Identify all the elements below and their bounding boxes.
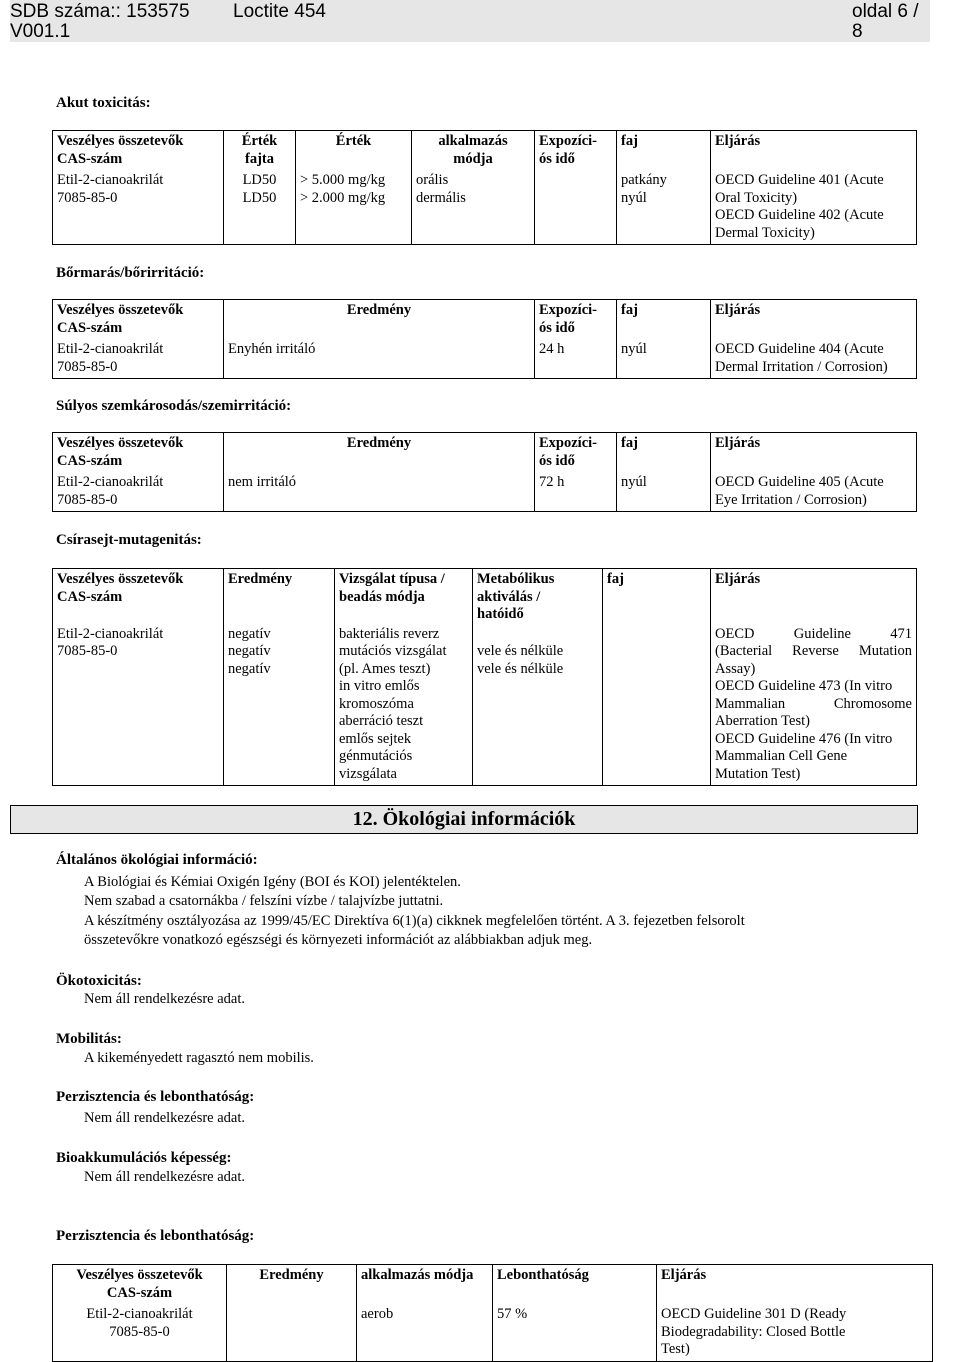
header-cell: Veszélyes összetevők <box>57 435 184 451</box>
header-cell: CAS-szám <box>106 1284 173 1301</box>
header-cell: ós idő <box>539 452 575 469</box>
activation: vele és nélküle <box>477 660 564 677</box>
header-cell: Eljárás <box>715 133 761 149</box>
result: nem irritáló <box>228 474 297 490</box>
product-name: Loctite 454 <box>233 1 326 22</box>
header-cell: CAS-szám <box>57 319 123 336</box>
exposure-time: 72 h <box>539 474 565 490</box>
header-cell: Expozíci- <box>539 133 597 149</box>
header-cell: Expozíci- <box>539 435 597 451</box>
table-row <box>53 1304 933 1361</box>
exposure-time: 24 h <box>539 341 565 357</box>
header-cell: aktiválás / <box>477 588 541 605</box>
header-cell: Veszélyes összetevők <box>57 133 184 149</box>
cas-number: 7085-85-0 <box>109 1323 170 1340</box>
table-row <box>53 472 917 512</box>
acute-table <box>52 130 917 245</box>
result: negatív <box>228 625 271 642</box>
header-cell: Eljárás <box>715 571 761 587</box>
eye-title: Súlyos szemkárosodás/szemirritáció: <box>56 398 292 414</box>
result: negatív <box>228 643 271 659</box>
method: OECD Guideline 405 (Acute <box>715 474 884 490</box>
value-type: LD50 <box>242 172 277 188</box>
header-cell: faj <box>621 302 638 318</box>
header-cell: Eredmény <box>346 435 412 451</box>
header-cell: Érték <box>241 133 278 149</box>
route: aerob <box>361 1306 394 1322</box>
header-cell: Vizsgálat típusa / <box>339 571 445 587</box>
test-type: in vitro emlős <box>339 678 420 694</box>
method: Dermal Irritation / Corrosion) <box>715 358 888 375</box>
header-cell: Expozíci- <box>539 302 597 318</box>
test-type: bakteriális reverz <box>339 625 440 642</box>
header-cell: faj <box>621 133 638 149</box>
test-type: vizsgálata <box>339 765 397 782</box>
method: Oral Toxicity) <box>715 189 798 206</box>
method: Mammalian Chromosome <box>715 695 912 712</box>
header-cell: ós idő <box>539 319 575 336</box>
method: OECD Guideline 301 D (Ready <box>661 1306 847 1322</box>
table-row <box>53 339 917 379</box>
value: > 2.000 mg/kg <box>300 189 386 206</box>
test-type: (pl. Ames teszt) <box>339 660 431 677</box>
table-row <box>53 626 917 786</box>
degradability-value: 57 % <box>497 1306 528 1322</box>
result: Enyhén irritáló <box>228 341 316 357</box>
table-header-row <box>53 569 917 626</box>
page-header <box>10 0 930 42</box>
header-cell: alkalmazás <box>438 133 508 149</box>
method: Test) <box>661 1341 690 1357</box>
persistence-table <box>52 1264 933 1362</box>
section-12-bar <box>10 805 918 834</box>
method: OECD Guideline 471 <box>715 625 912 642</box>
value-type: LD50 <box>242 189 277 206</box>
cas-number: 7085-85-0 <box>57 358 118 375</box>
mobility-text: A kikeményedett ragasztó nem mobilis. <box>84 1050 314 1066</box>
mobility-title: Mobilitás: <box>56 1031 122 1047</box>
persistence-title: Perzisztencia és lebonthatóság: <box>56 1089 255 1105</box>
header-cell: Lebonthatóság <box>497 1267 589 1283</box>
acute-title: Akut toxicitás: <box>56 95 151 111</box>
route: dermális <box>416 189 466 206</box>
general-title: Általános ökológiai információ: <box>56 852 258 868</box>
persistence2-title: Perzisztencia és lebonthatóság: <box>56 1228 255 1244</box>
header-cell: Veszélyes összetevők <box>57 302 184 318</box>
germ-table <box>52 568 917 786</box>
route: orális <box>416 172 449 188</box>
bioacc-title: Bioakkumulációs képesség: <box>56 1150 232 1166</box>
test-type: emlős sejtek <box>339 730 412 747</box>
substance-name: Etil-2-cianoakrilát <box>57 341 164 357</box>
header-cell: Veszélyes összetevők <box>76 1267 203 1283</box>
header-cell: CAS-szám <box>57 150 123 167</box>
header-cell: Eljárás <box>715 435 761 451</box>
method: OECD Guideline 402 (Acute <box>715 207 884 223</box>
header-cell: ós idő <box>539 150 575 167</box>
eye-table <box>52 432 917 512</box>
header-cell: Eljárás <box>661 1267 707 1283</box>
page-number: oldal 6 / 8 <box>852 1 919 42</box>
method: Mammalian Cell Gene <box>715 748 848 764</box>
header-cell: fajta <box>245 150 274 167</box>
header-cell: beadás módja <box>339 588 425 605</box>
bioacc-text: Nem áll rendelkezésre adat. <box>84 1169 246 1185</box>
method: Mutation Test) <box>715 765 801 782</box>
method: OECD Guideline 404 (Acute <box>715 341 884 357</box>
header-cell: Eredmény <box>259 1267 324 1283</box>
table-header-row <box>53 433 917 473</box>
test-type: kromoszóma <box>339 695 414 712</box>
persistence-text: Nem áll rendelkezésre adat. <box>84 1110 246 1126</box>
general-line: Nem szabad a csatornákba / felszíni vízbe / talajvízbe juttatni. <box>84 893 444 909</box>
header-cell: CAS-szám <box>57 452 123 469</box>
species: nyúl <box>621 341 647 357</box>
header-cell: alkalmazás módja <box>361 1267 474 1283</box>
skin-title: Bőrmarás/bőrirritáció: <box>56 265 205 281</box>
activation: vele és nélküle <box>477 643 564 659</box>
method: Assay) <box>715 660 756 677</box>
header-cell: Eredmény <box>228 571 293 587</box>
skin-table <box>52 299 917 379</box>
cas-number: 7085-85-0 <box>57 491 118 508</box>
test-type: aberráció teszt <box>339 713 424 729</box>
method: OECD Guideline 476 (In vitro <box>715 730 893 747</box>
test-type: génmutációs <box>339 748 413 764</box>
method: (Bacterial Reverse Mutation <box>715 643 912 659</box>
general-line: A készítmény osztályozása az 1999/45/EC Direktíva 6(1)(a) cikknek megfelelően történt. A 3. fejezetben felsorolt <box>84 913 745 929</box>
result: negatív <box>228 660 271 677</box>
header-cell: faj <box>621 435 638 451</box>
header-cell: faj <box>607 571 624 587</box>
method: Dermal Toxicity) <box>715 224 815 241</box>
cas-number: 7085-85-0 <box>57 189 118 206</box>
cas-number: 7085-85-0 <box>57 643 118 659</box>
substance-name: Etil-2-cianoakrilát <box>57 625 164 642</box>
sdb-number: SDB száma:: 153575 <box>10 1 190 22</box>
header-cell: Érték <box>335 133 372 149</box>
header-cell: Metabólikus <box>477 571 555 587</box>
test-type: mutációs vizsgálat <box>339 643 447 659</box>
method: OECD Guideline 473 (In vitro <box>715 678 893 694</box>
substance-name: Etil-2-cianoakrilát <box>57 172 164 188</box>
substance-name: Etil-2-cianoakrilát <box>86 1306 193 1322</box>
header-cell: Eredmény <box>346 302 412 318</box>
header-cell: hatóidő <box>477 606 524 622</box>
general-line: A Biológiai és Kémiai Oxigén Igény (BOI és KOI) jelentéktelen. <box>84 874 461 890</box>
table-header-row <box>53 1265 933 1305</box>
method: Aberration Test) <box>715 713 810 729</box>
substance-name: Etil-2-cianoakrilát <box>57 474 164 490</box>
species: nyúl <box>621 474 647 490</box>
method: OECD Guideline 401 (Acute <box>715 172 884 188</box>
species: nyúl <box>621 189 647 206</box>
species: patkány <box>621 172 667 188</box>
ecotox-text: Nem áll rendelkezésre adat. <box>84 991 246 1007</box>
ecotox-title: Ökotoxicitás: <box>56 973 142 989</box>
general-line: összetevőkre vonatkozó egészségi és környezeti információt az alábbiakban adjuk meg. <box>84 932 593 948</box>
section-12-title: 12. Ökológiai információk <box>352 808 576 830</box>
header-cell: CAS-szám <box>57 588 123 605</box>
header-cell: Veszélyes összetevők <box>57 571 184 587</box>
header-cell: Eljárás <box>715 302 761 318</box>
method: Biodegradability: Closed Bottle <box>661 1323 846 1340</box>
germ-title: Csírasejt-mutagenitás: <box>56 532 202 548</box>
method: Eye Irritation / Corrosion) <box>715 491 867 508</box>
table-header-row <box>53 300 917 340</box>
value: > 5.000 mg/kg <box>300 172 386 188</box>
version: V001.1 <box>10 21 71 42</box>
table-row <box>53 170 917 245</box>
table-header-row <box>53 131 917 171</box>
header-cell: módja <box>453 150 493 167</box>
